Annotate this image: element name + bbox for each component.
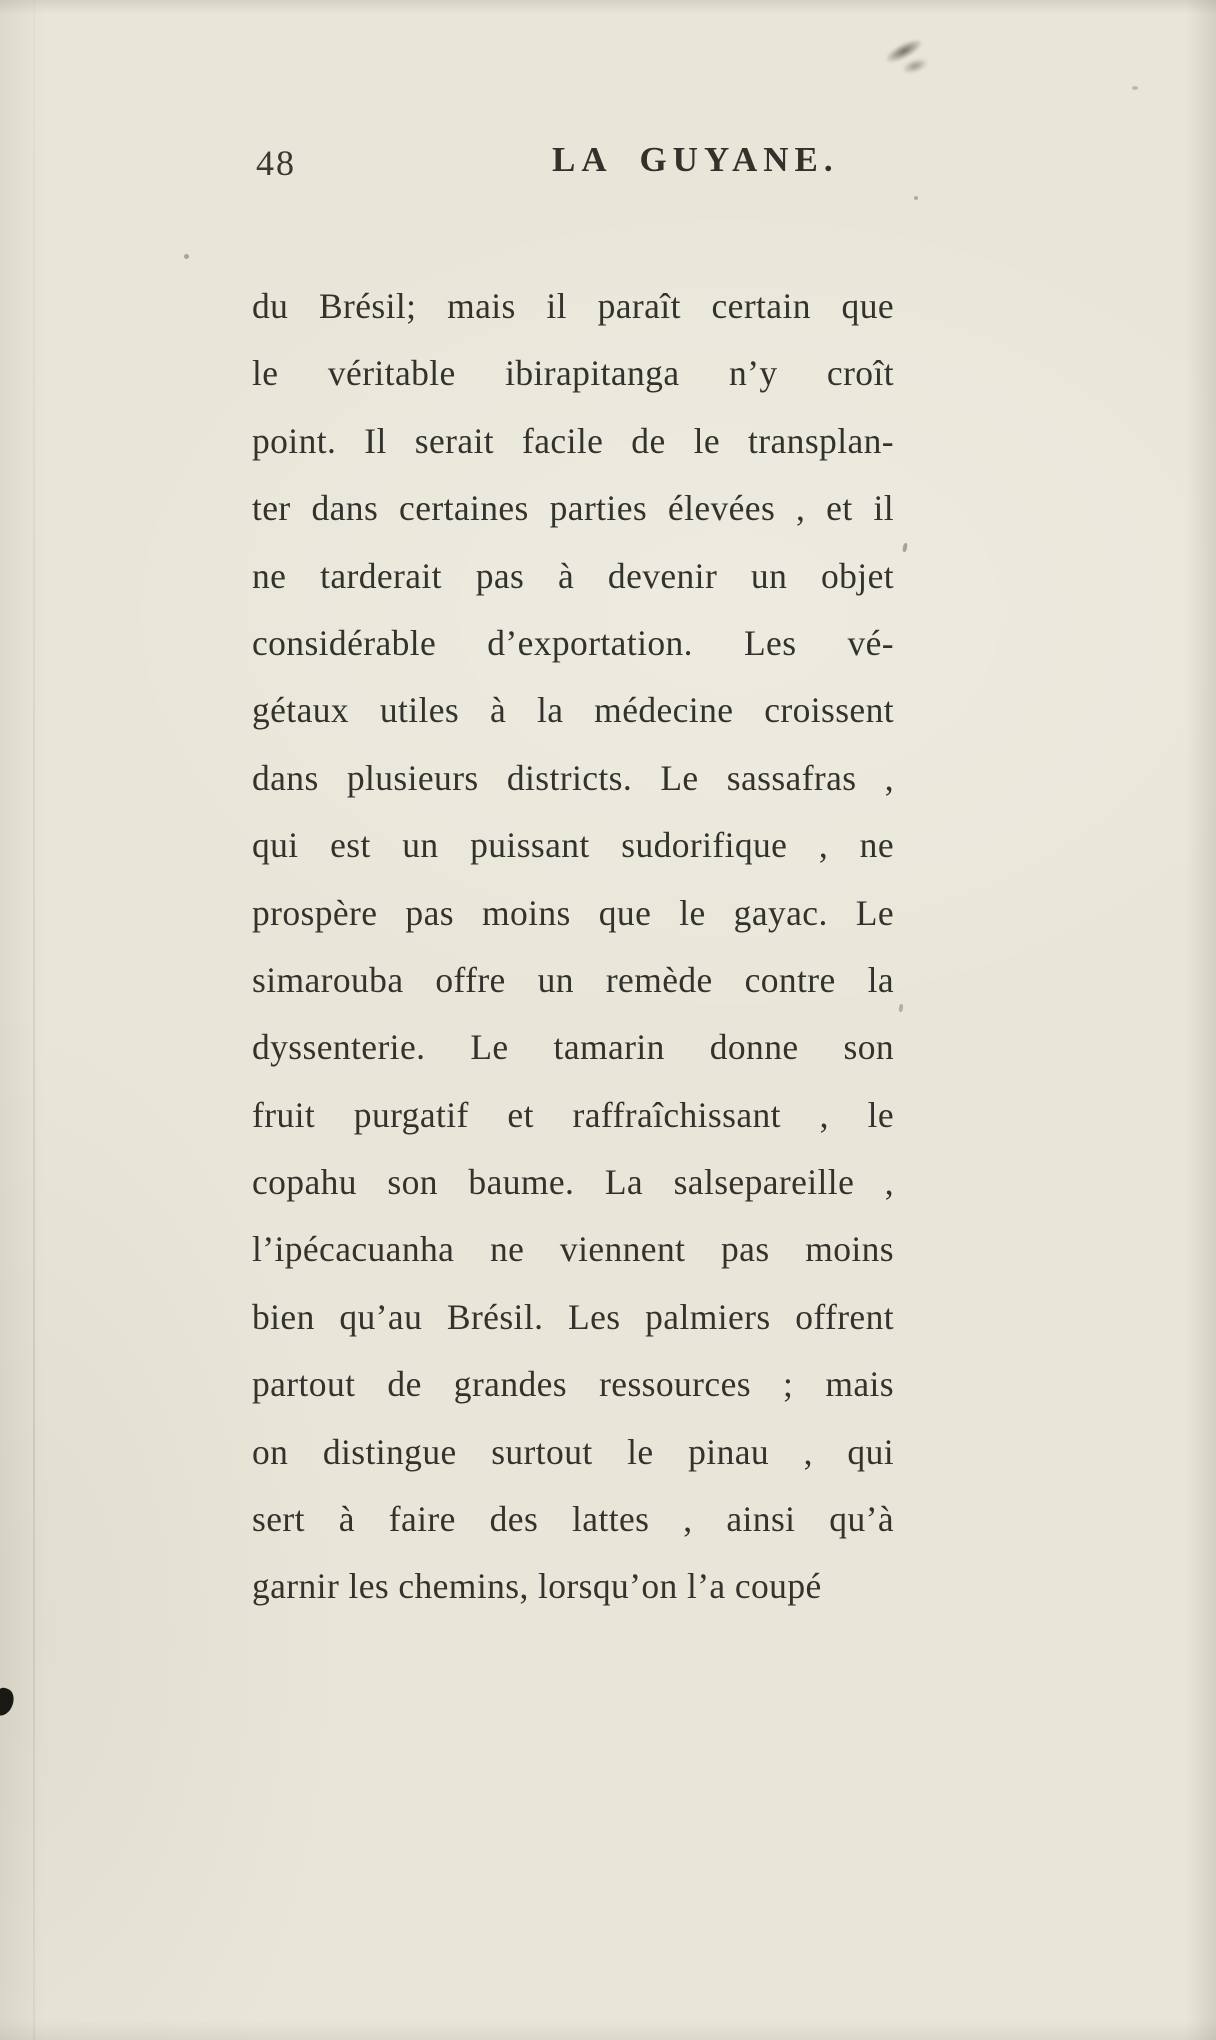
page-header xyxy=(252,140,892,190)
text-line: fruit purgatif et raffraîchissant , le xyxy=(252,1094,894,1135)
paper-speck xyxy=(1132,86,1138,90)
text-line: sert à faire des lattes , ainsi qu’à xyxy=(252,1499,894,1540)
text-line: simarouba offre un remède contre la xyxy=(252,959,894,1000)
paper-speck xyxy=(184,254,189,259)
paper-speck xyxy=(902,543,908,553)
text-line: garnir les chemins, lorsqu’on l’a coupé xyxy=(252,1566,822,1607)
page-fold-line xyxy=(33,0,35,2040)
text-line: qui est un puissant sudorifique , ne xyxy=(252,825,894,866)
paper-speck xyxy=(898,1004,903,1012)
text-line: prospère pas moins que le gayac. Le xyxy=(252,892,894,933)
text-line: l’ipécacuanha ne viennent pas moins xyxy=(252,1229,894,1270)
text-line: ne tarderait pas à devenir un objet xyxy=(252,555,894,596)
running-title: LA GUYANE. xyxy=(552,140,839,179)
text-line: le véritable ibirapitanga n’y croît xyxy=(252,353,894,394)
ink-smudge xyxy=(901,56,930,76)
text-line: copahu son baume. La salsepareille , xyxy=(252,1162,894,1203)
text-line: dyssenterie. Le tamarin donne son xyxy=(252,1027,894,1068)
page-number: 48 xyxy=(256,143,296,183)
paper-speck xyxy=(914,196,918,200)
text-line: dans plusieurs districts. Le sassafras , xyxy=(252,757,894,798)
text-line: ter dans certaines parties élevées , et il xyxy=(252,488,894,529)
text-line: bien qu’au Brésil. Les palmiers offrent xyxy=(252,1296,894,1337)
text-line: considérable d’exportation. Les vé- xyxy=(252,622,894,663)
text-line: du Brésil; mais il paraît certain que xyxy=(252,286,894,326)
text-line: gétaux utiles à la médecine croissent xyxy=(252,690,894,731)
body-text xyxy=(252,273,894,1621)
text-line: partout de grandes ressources ; mais xyxy=(252,1364,894,1405)
ink-blot xyxy=(0,1686,17,1719)
text-line: on distingue surtout le pinau , qui xyxy=(252,1431,894,1472)
text-line: point. Il serait facile de le transplan- xyxy=(252,420,894,461)
